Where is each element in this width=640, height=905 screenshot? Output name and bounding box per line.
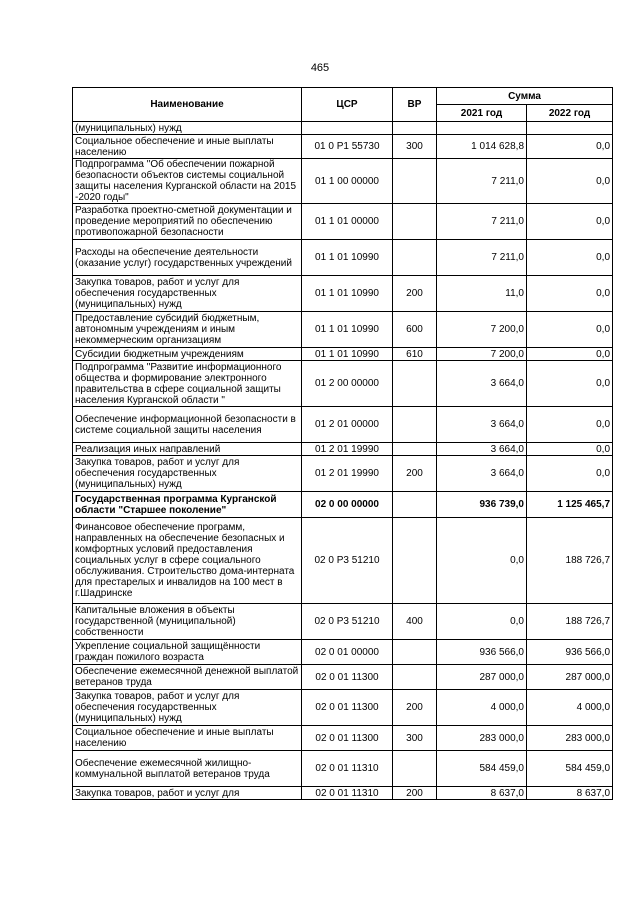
header-year-2021: 2021 год — [437, 105, 527, 122]
row-sum-2021: 584 459,0 — [437, 751, 527, 787]
row-sum-2022: 0,0 — [527, 361, 613, 407]
table-row — [73, 276, 613, 312]
row-sum-2021: 1 014 628,8 — [437, 135, 527, 159]
row-sum-2021: 11,0 — [437, 276, 527, 312]
row-vr: 200 — [393, 787, 437, 800]
row-sum-2021: 7 200,0 — [437, 312, 527, 348]
row-csr: 02 0 01 11300 — [302, 726, 393, 751]
row-sum-2022: 188 726,7 — [527, 604, 613, 640]
row-sum-2022: 0,0 — [527, 204, 613, 240]
row-vr — [393, 518, 437, 604]
row-csr: 02 0 P3 51210 — [302, 518, 393, 604]
row-vr — [393, 159, 437, 204]
row-csr: 01 1 01 00000 — [302, 204, 393, 240]
row-vr: 300 — [393, 135, 437, 159]
row-sum-2021: 0,0 — [437, 604, 527, 640]
row-csr: 01 1 01 10990 — [302, 348, 393, 361]
row-name: Обеспечение ежемесячной денежной выплатой ветеранов труда — [73, 665, 302, 690]
row-sum-2022: 287 000,0 — [527, 665, 613, 690]
row-csr: 02 0 01 11300 — [302, 665, 393, 690]
budget-table — [72, 87, 613, 800]
row-sum-2022: 0,0 — [527, 407, 613, 443]
table-row — [73, 348, 613, 361]
row-vr — [393, 361, 437, 407]
row-vr: 200 — [393, 456, 437, 492]
table-row — [73, 665, 613, 690]
table-row — [73, 726, 613, 751]
table-row — [73, 204, 613, 240]
row-sum-2022 — [527, 122, 613, 135]
row-csr: 02 0 01 00000 — [302, 640, 393, 665]
row-sum-2021: 3 664,0 — [437, 361, 527, 407]
row-vr — [393, 122, 437, 135]
row-name: Закупка товаров, работ и услуг для обеспечения государственных (муниципальных) нужд — [73, 690, 302, 726]
header-year-2022: 2022 год — [527, 105, 613, 122]
row-csr: 01 2 01 19990 — [302, 443, 393, 456]
table-row — [73, 135, 613, 159]
row-vr — [393, 204, 437, 240]
row-vr: 200 — [393, 690, 437, 726]
table-row — [73, 690, 613, 726]
row-sum-2022: 0,0 — [527, 456, 613, 492]
row-sum-2021: 8 637,0 — [437, 787, 527, 800]
row-name: Предоставление субсидий бюджетным, автономным учреждениям и иным некоммерческим организациям — [73, 312, 302, 348]
row-sum-2021: 283 000,0 — [437, 726, 527, 751]
header-name: Наименование — [73, 88, 302, 122]
row-sum-2021: 3 664,0 — [437, 443, 527, 456]
row-csr: 01 0 P1 55730 — [302, 135, 393, 159]
row-name: Обеспечение ежемесячной жилищно-коммунальной выплатой ветеранов труда — [73, 751, 302, 787]
row-vr — [393, 240, 437, 276]
table-row — [73, 240, 613, 276]
row-vr: 200 — [393, 276, 437, 312]
row-vr: 610 — [393, 348, 437, 361]
row-sum-2022: 0,0 — [527, 159, 613, 204]
row-name: (муниципальных) нужд — [73, 122, 302, 135]
table-row — [73, 492, 613, 518]
row-csr: 01 1 01 10990 — [302, 312, 393, 348]
row-csr: 01 2 00 00000 — [302, 361, 393, 407]
header-sum: Сумма — [437, 88, 613, 105]
row-name: Реализация иных направлений — [73, 443, 302, 456]
table-row — [73, 122, 613, 135]
row-vr — [393, 407, 437, 443]
row-sum-2021: 3 664,0 — [437, 456, 527, 492]
row-csr: 02 0 P3 51210 — [302, 604, 393, 640]
row-vr: 600 — [393, 312, 437, 348]
table-row — [73, 361, 613, 407]
row-sum-2022: 0,0 — [527, 276, 613, 312]
row-csr: 01 2 01 00000 — [302, 407, 393, 443]
row-sum-2021: 4 000,0 — [437, 690, 527, 726]
row-sum-2022: 8 637,0 — [527, 787, 613, 800]
row-name: Расходы на обеспечение деятельности (оказание услуг) государственных учреждений — [73, 240, 302, 276]
row-name: Подпрограмма "Об обеспечении пожарной безопасности объектов системы социальной защиты населения Курганской области на 2015 -2020 годы" — [73, 159, 302, 204]
row-name: Социальное обеспечение и иные выплаты населению — [73, 726, 302, 751]
row-name: Социальное обеспечение и иные выплаты населению — [73, 135, 302, 159]
row-sum-2022: 0,0 — [527, 443, 613, 456]
row-csr: 02 0 01 11310 — [302, 751, 393, 787]
row-sum-2021: 3 664,0 — [437, 407, 527, 443]
row-sum-2021 — [437, 122, 527, 135]
row-sum-2022: 584 459,0 — [527, 751, 613, 787]
table-row — [73, 518, 613, 604]
row-sum-2022: 4 000,0 — [527, 690, 613, 726]
row-name: Субсидии бюджетным учреждениям — [73, 348, 302, 361]
row-csr: 01 1 00 00000 — [302, 159, 393, 204]
row-sum-2022: 936 566,0 — [527, 640, 613, 665]
row-sum-2021: 7 200,0 — [437, 348, 527, 361]
table-row — [73, 751, 613, 787]
row-vr — [393, 640, 437, 665]
row-name: Государственная программа Курганской области "Старшее поколение" — [73, 492, 302, 518]
row-name: Капитальные вложения в объекты государственной (муниципальной) собственности — [73, 604, 302, 640]
row-name: Закупка товаров, работ и услуг для обеспечения государственных (муниципальных) нужд — [73, 276, 302, 312]
row-sum-2021: 936 739,0 — [437, 492, 527, 518]
row-csr: 02 0 01 11310 — [302, 787, 393, 800]
table-row — [73, 604, 613, 640]
row-vr — [393, 665, 437, 690]
page-number: 465 — [310, 62, 330, 74]
row-vr — [393, 492, 437, 518]
row-sum-2021: 0,0 — [437, 518, 527, 604]
row-csr: 01 2 01 19990 — [302, 456, 393, 492]
row-name: Обеспечение информационной безопасности в системе социальной защиты населения — [73, 407, 302, 443]
row-csr — [302, 122, 393, 135]
row-name: Укрепление социальной защищённости граждан пожилого возраста — [73, 640, 302, 665]
row-name: Закупка товаров, работ и услуг для обеспечения государственных (муниципальных) нужд — [73, 456, 302, 492]
row-csr: 01 1 01 10990 — [302, 240, 393, 276]
table-row — [73, 407, 613, 443]
row-csr: 02 0 00 00000 — [302, 492, 393, 518]
table-row — [73, 640, 613, 665]
row-sum-2022: 0,0 — [527, 240, 613, 276]
header-csr: ЦСР — [302, 88, 393, 122]
row-vr — [393, 443, 437, 456]
row-sum-2022: 188 726,7 — [527, 518, 613, 604]
row-vr: 300 — [393, 726, 437, 751]
row-name: Финансовое обеспечение программ, направленных на обеспечение безопасных и комфортных условий предоставления социальных услуг в сфере социального обслуживания. Строительство дома-интерната для престарелых и инвалидов на 100 мест в г.Шадринске — [73, 518, 302, 604]
row-vr — [393, 751, 437, 787]
table-row — [73, 159, 613, 204]
table-row — [73, 456, 613, 492]
row-name: Разработка проектно-сметной документации и проведение мероприятий по обеспечению противопожарной безопасности — [73, 204, 302, 240]
row-sum-2022: 0,0 — [527, 135, 613, 159]
row-name: Закупка товаров, работ и услуг для — [73, 787, 302, 800]
table-row — [73, 312, 613, 348]
row-sum-2022: 0,0 — [527, 348, 613, 361]
row-csr: 01 1 01 10990 — [302, 276, 393, 312]
row-sum-2021: 936 566,0 — [437, 640, 527, 665]
row-sum-2021: 7 211,0 — [437, 240, 527, 276]
table-row — [73, 443, 613, 456]
header-vr: ВР — [393, 88, 437, 122]
row-sum-2022: 0,0 — [527, 312, 613, 348]
row-csr: 02 0 01 11300 — [302, 690, 393, 726]
row-vr: 400 — [393, 604, 437, 640]
table-row — [73, 787, 613, 800]
row-sum-2021: 287 000,0 — [437, 665, 527, 690]
row-sum-2021: 7 211,0 — [437, 204, 527, 240]
row-name: Подпрограмма "Развитие информационного общества и формирование электронного правительства в сфере социальной защиты населения Курганской области " — [73, 361, 302, 407]
row-sum-2021: 7 211,0 — [437, 159, 527, 204]
row-sum-2022: 1 125 465,7 — [527, 492, 613, 518]
row-sum-2022: 283 000,0 — [527, 726, 613, 751]
